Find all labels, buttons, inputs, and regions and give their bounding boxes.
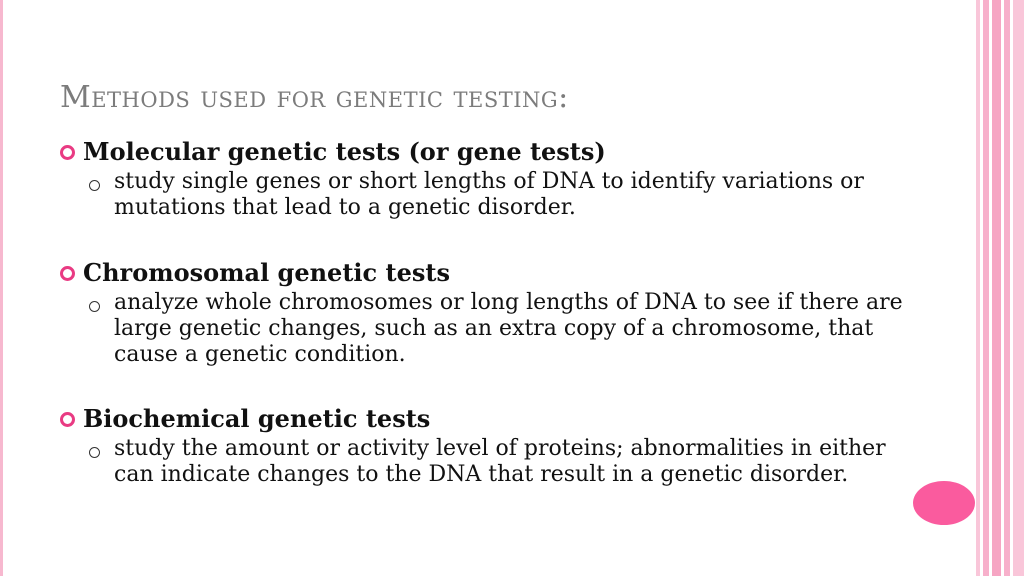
right-stripe-decoration (976, 0, 980, 576)
bullet-heading: Chromosomal genetic tests (83, 258, 450, 287)
right-stripe-decoration (983, 0, 989, 576)
slide-title: Methods used for genetic testing: (60, 80, 569, 115)
bullet-description: study the amount or activity level of proteins; abnormalities in either can indicate changes to the DNA that result in a genetic disorder. (114, 436, 886, 487)
hollow-circle-icon (60, 266, 75, 281)
right-stripe-decoration (1013, 0, 1024, 576)
right-stripe-decoration (1004, 0, 1010, 576)
bullet-description: study single genes or short lengths of DNA to identify variations or mutations that lead to a genetic disorder. (114, 169, 864, 220)
right-stripe-decoration (992, 0, 1001, 576)
accent-circle-decoration (913, 481, 975, 525)
bullet-heading: Biochemical genetic tests (83, 404, 431, 433)
small-circle-icon (89, 180, 100, 191)
hollow-circle-icon (60, 145, 75, 160)
bullet-description: analyze whole chromosomes or long lengths of DNA to see if there are large genetic changes, such as an extra copy of a chromosome, that cause a genetic condition. (114, 290, 903, 367)
hollow-circle-icon (60, 412, 75, 427)
bullet-heading: Molecular genetic tests (or gene tests) (83, 137, 606, 166)
small-circle-icon (89, 301, 100, 312)
left-border-decoration (0, 0, 3, 576)
small-circle-icon (89, 447, 100, 458)
